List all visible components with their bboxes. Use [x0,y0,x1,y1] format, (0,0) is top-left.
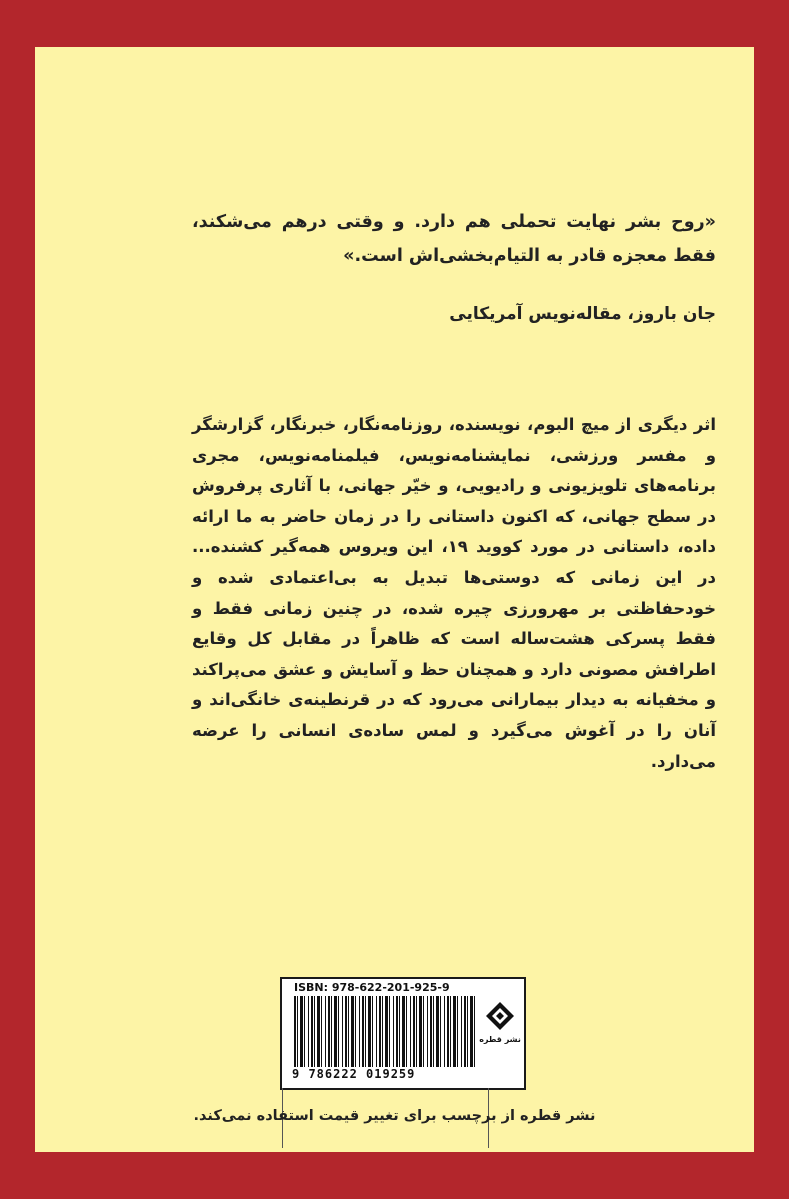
barcode-digits: 9 786222 019259 [292,1067,482,1081]
epigraph-author: جان باروز، مقاله‌نویس آمریکایی [449,304,716,324]
barcode-icon [294,996,478,1068]
publisher-logo [479,997,521,1063]
publisher-logo-icon [485,1001,515,1031]
isbn-barcode-box [280,977,526,1090]
book-blurb: اثر دیگری از میچ البوم، نویسنده، روزنامه‌نگار، خبرنگار، گزارشگر و مفسر ورزشی، نمایشنامه‌نویس، فیلمنامه‌نویس، مجری برنامه‌های تلویزیونی و رادیویی، و خیّر جهانی، با آثاری پرفروش در سطح جهانی، که اکنون داستانی را در زمان حاضر به ما ارائه داده، داستانی در مورد کووید ۱۹، این ویروس همه‌گیر کشنده... در این زمانی که دوستی‌ها تبدیل به بی‌اعتمادی شده و خودحفاظتی بر مهرورزی چیره شده، در چنین زمانی فقط و فقط پسرکی هشت‌ساله است که ظاهراً در مقابل کل وقایع اطرافش مصونی دارد و همچنان حظ و آسایش و عشق می‌پراکند و مخفیانه به دیدار بیمارانی می‌رود که در قرنطینه‌ی خانگی‌اند و آنان را در آغوش می‌گیرد و لمس ساده‌ی انسانی را عرضه می‌دارد. [192,415,716,771]
isbn-label: ISBN: 978-622-201-925-9 [294,981,450,994]
price-sticker-note: نشر قطره از برچسب برای تغییر قیمت استفاده نمی‌کند. [193,1108,596,1124]
publisher-logo-text: نشر قطره [479,1035,521,1044]
epigraph-quote: «روح بشر نهایت تحملی هم دارد. و وقتی درهم می‌شکند، فقط معجزه قادر به التیام‌بخشی‌اش است.» [192,212,716,266]
